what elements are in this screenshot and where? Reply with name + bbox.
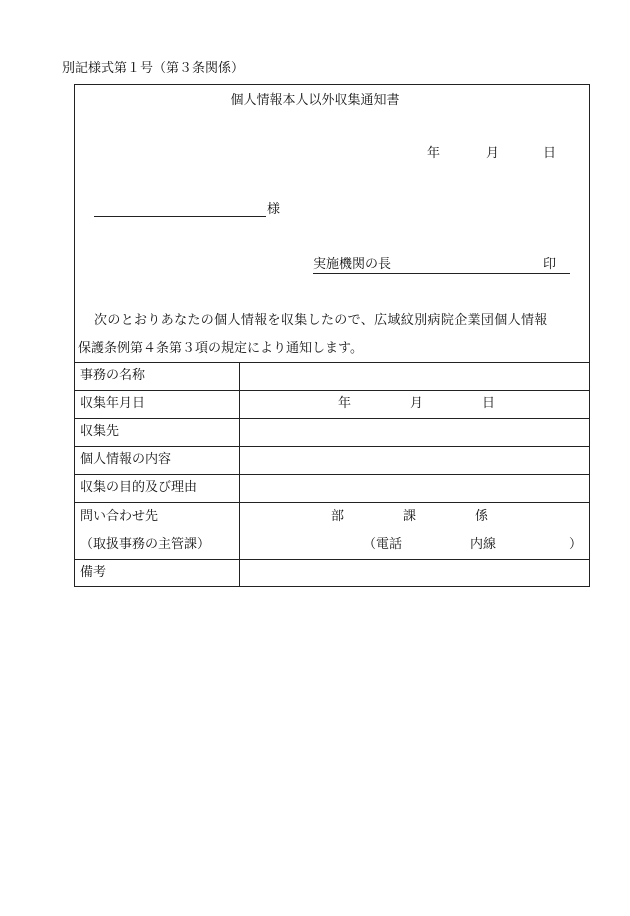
row-label-collection-source: 収集先 xyxy=(80,424,120,439)
form-number: 別記様式第１号（第３条関係） xyxy=(62,61,245,76)
row-label-purpose: 収集の目的及び理由 xyxy=(80,480,198,495)
purpose-field[interactable] xyxy=(240,475,589,502)
collection-day: 日 xyxy=(482,396,496,411)
row-label-collection-date: 収集年月日 xyxy=(80,396,146,411)
addressee-line[interactable] xyxy=(94,216,266,217)
issuer-line[interactable] xyxy=(313,273,570,274)
row-label-remarks: 備考 xyxy=(80,565,107,580)
date-year: 年 xyxy=(427,146,441,161)
task-name-field[interactable] xyxy=(240,363,589,390)
contact-extension: 内線 xyxy=(470,537,497,552)
row-label-contact: 問い合わせ先 xyxy=(80,509,159,524)
date-day: 日 xyxy=(543,146,557,161)
collection-source-field[interactable] xyxy=(240,419,589,446)
seal-mark: 印 xyxy=(543,257,557,272)
row-label-contact-sub: （取扱事務の主管課） xyxy=(80,537,211,552)
addressee-suffix: 様 xyxy=(267,202,281,217)
notice-title: 個人情報本人以外収集通知書 xyxy=(230,93,400,108)
issuer-label: 実施機関の長 xyxy=(313,257,392,272)
row-label-info-content: 個人情報の内容 xyxy=(80,452,172,467)
date-month: 月 xyxy=(486,146,500,161)
info-content-field[interactable] xyxy=(240,447,589,474)
collection-year: 年 xyxy=(338,396,352,411)
body-text-line-2: 保護条例第４条第３項の規定により通知します。 xyxy=(78,341,363,356)
body-text-line-1: 次のとおりあなたの個人情報を収集したので、広域紋別病院企業団個人情報 xyxy=(94,313,548,328)
remarks-field[interactable] xyxy=(240,560,589,586)
collection-month: 月 xyxy=(410,396,424,411)
contact-close-paren: ） xyxy=(569,537,583,552)
row-label-task-name: 事務の名称 xyxy=(80,368,146,383)
row-divider xyxy=(74,390,590,391)
contact-phone: （電話 xyxy=(363,537,403,552)
contact-section: 課 xyxy=(403,509,417,524)
contact-unit: 係 xyxy=(475,509,489,524)
row-divider xyxy=(74,502,590,503)
contact-dept: 部 xyxy=(331,509,345,524)
